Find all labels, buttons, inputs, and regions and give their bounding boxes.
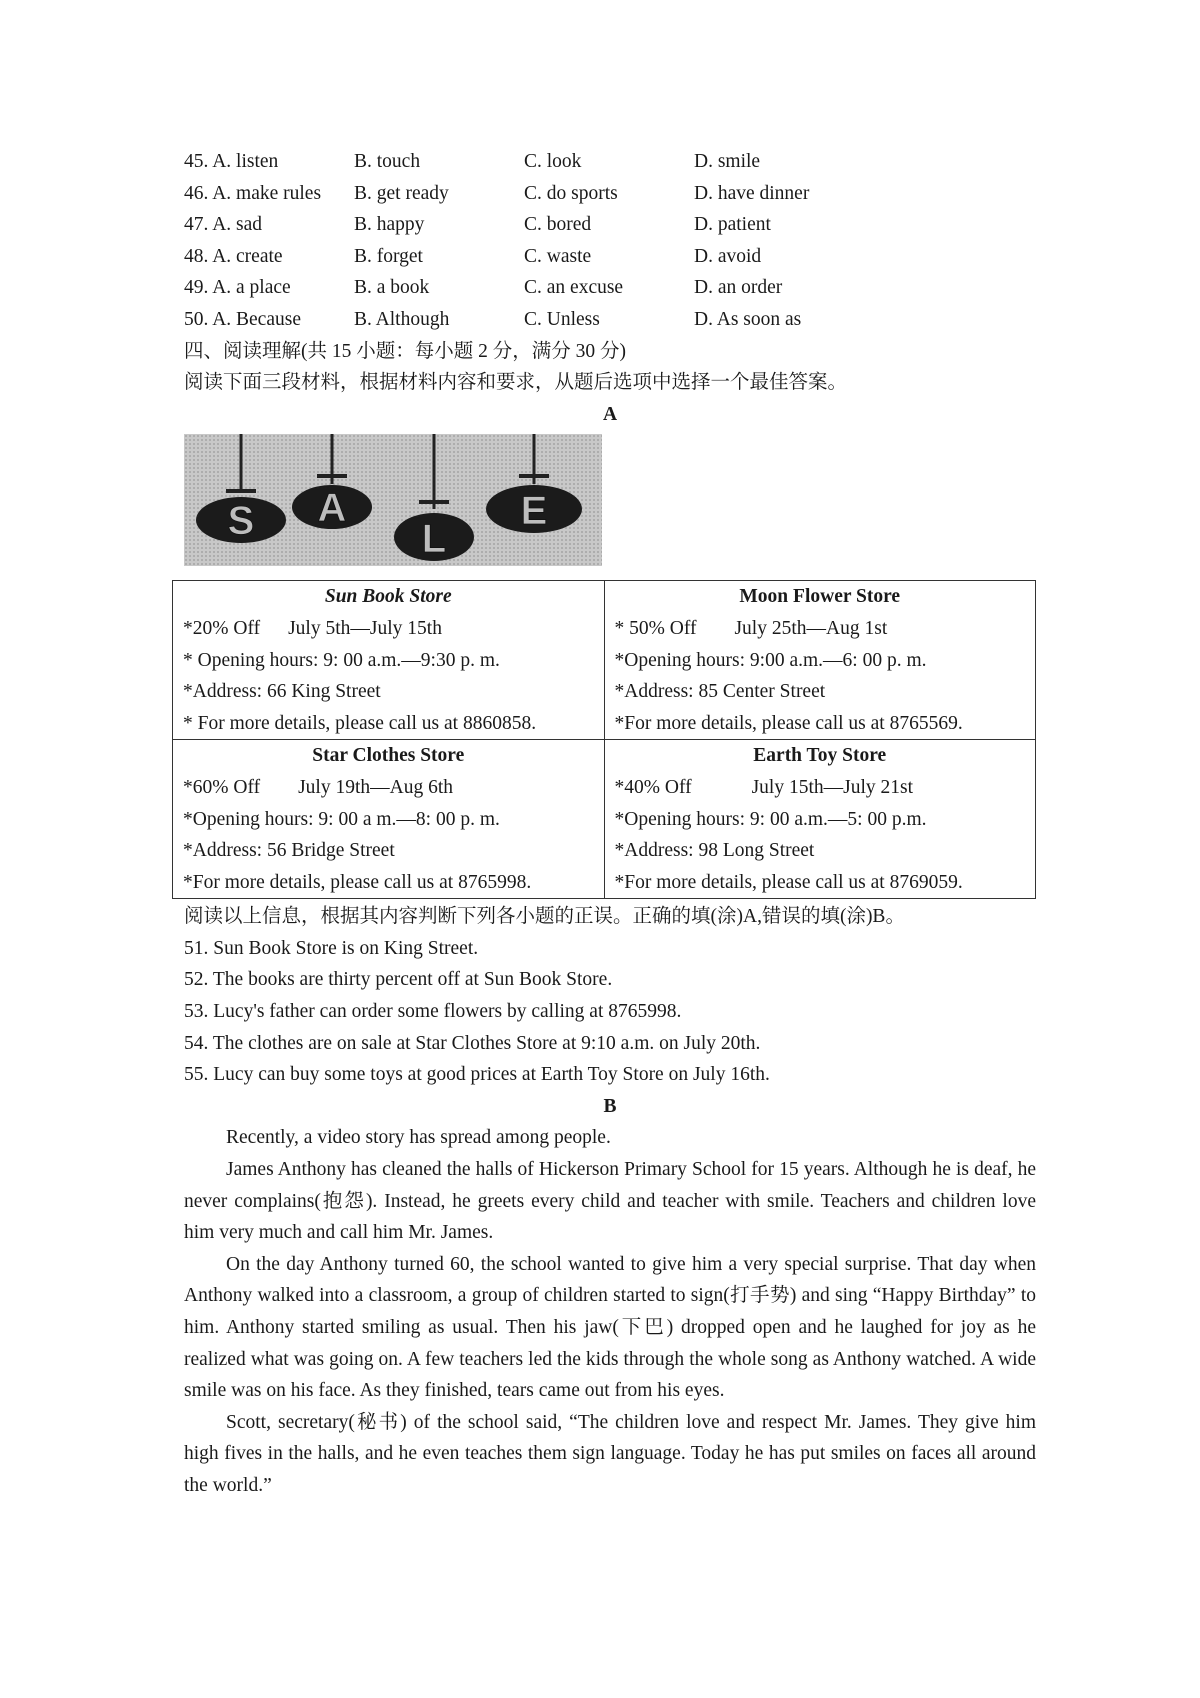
part-a-label: A	[602, 403, 618, 425]
option-row-48	[184, 241, 1036, 273]
option-c: C. waste	[524, 245, 592, 267]
option-row-49	[184, 272, 1036, 304]
store-details: *For more details, please call us at 8769059.	[614, 871, 963, 893]
store-name: Sun Book Store	[324, 586, 452, 608]
store-cell-earth-toy	[604, 740, 1036, 899]
option-d: D. avoid	[694, 245, 762, 267]
option-b: B. get ready	[354, 182, 449, 204]
question-number: 49.	[184, 277, 209, 299]
question-number: 45.	[184, 151, 209, 172]
option-a: A. create	[212, 245, 283, 267]
option-b: B. happy	[354, 214, 425, 236]
passage-paragraph: Scott, secretary(秘书) of the school said, “The children love and respect Mr. James. They give him high fives in the halls, and he even teaches them sign language. Today he has put smiles on faces all around the world.”	[184, 1411, 1036, 1496]
judge-instruction: 阅读以上信息，根据其内容判断下列各小题的正误。正确的填(涂)A,错误的填(涂)B。	[184, 906, 905, 928]
question-number: 46.	[184, 182, 209, 204]
question-number: 50.	[184, 308, 209, 330]
questions-list	[184, 933, 1036, 1091]
store-hours: *Opening hours: 9: 00 a m.—8: 00 p. m.	[183, 808, 500, 830]
option-b: B. a book	[354, 277, 430, 299]
store-name: Moon Flower Store	[739, 586, 901, 608]
option-c: C. bored	[524, 214, 592, 236]
store-hours: *Opening hours: 9:00 a.m.—6: 00 p. m.	[614, 649, 927, 671]
store-discount: *40% Off	[614, 776, 692, 798]
sale-letter: A	[317, 486, 347, 531]
stores-row	[173, 581, 1036, 740]
question-item: 54. The clothes are on sale at Star Clothes Store at 9:10 a.m. on July 20th.	[184, 1032, 761, 1054]
store-address: *Address: 56 Bridge Street	[183, 840, 395, 862]
sale-letter: S	[227, 499, 255, 544]
option-a: A. make rules	[212, 182, 322, 204]
option-c: C. Unless	[524, 308, 600, 330]
store-name: Earth Toy Store	[753, 745, 887, 767]
option-d: D. have dinner	[694, 182, 810, 204]
option-d: D. patient	[694, 214, 771, 236]
store-hours: * Opening hours: 9: 00 a.m.—9:30 p. m.	[183, 649, 500, 671]
store-discount: *20% Off	[183, 617, 261, 639]
store-hours: *Opening hours: 9: 00 a.m.—5: 00 p.m.	[614, 808, 927, 830]
section-heading: 四、阅读理解(共 15 小题：每小题 2 分，满分 30 分)	[184, 340, 626, 362]
store-cell-star-clothes	[173, 740, 605, 899]
option-b: B. touch	[354, 151, 421, 172]
sale-image	[184, 434, 602, 566]
question-item: 52. The books are thirty percent off at Sun Book Store.	[184, 969, 613, 991]
option-row-46	[184, 178, 1036, 210]
question-item: 51. Sun Book Store is on King Street.	[184, 937, 479, 959]
store-discount: *60% Off	[183, 776, 261, 798]
store-address: *Address: 85 Center Street	[614, 681, 826, 703]
passage-paragraph: On the day Anthony turned 60, the school wanted to give him a very special surprise. That day when Anthony walked into a classroom, a group of children started to sign(打手势) and sing “Happy Birthday” to him. Anthony started smiling as usual. Then his jaw(下巴) dropped open and he laughed for joy as he realized what was going on. A few teachers led the kids through the whole song as Anthony watched. A wide smile was on his face. As they finished, tears came out from his eyes.	[184, 1253, 1036, 1402]
store-address: *Address: 98 Long Street	[614, 840, 815, 862]
option-a: A. sad	[212, 214, 263, 236]
option-d: D. an order	[694, 277, 783, 299]
store-dates: July 25th—Aug 1st	[734, 617, 888, 639]
question-number: 48.	[184, 245, 209, 267]
stores-table	[172, 580, 1036, 899]
passage-b	[184, 1122, 1036, 1501]
option-d: D. smile	[694, 151, 761, 172]
question-number: 47.	[184, 214, 209, 236]
option-c: C. an excuse	[524, 277, 624, 299]
option-a: A. a place	[212, 277, 291, 299]
store-details: *For more details, please call us at 8765569.	[614, 712, 963, 734]
stores-row	[173, 740, 1036, 899]
store-details: *For more details, please call us at 8765998.	[183, 871, 532, 893]
option-c: C. do sports	[524, 182, 618, 204]
question-item: 53. Lucy's father can order some flowers by calling at 8765998.	[184, 1001, 682, 1023]
question-item: 55. Lucy can buy some toys at good prices at Earth Toy Store on July 16th.	[184, 1064, 770, 1086]
passage-paragraph: Recently, a video story has spread among people.	[226, 1127, 611, 1149]
option-a: A. Because	[212, 308, 301, 330]
options-list	[184, 146, 1036, 336]
passage-paragraph: James Anthony has cleaned the halls of Hickerson Primary School for 15 years. Although he is deaf, he never complains(抱怨). Instead, he greets every child and teacher with smile. Teachers and children love him very much and call him Mr. James.	[184, 1159, 1036, 1244]
option-row-45	[184, 146, 1036, 178]
store-dates: July 19th—Aug 6th	[298, 776, 454, 798]
store-dates: July 15th—July 21st	[751, 776, 914, 798]
option-b: B. forget	[354, 245, 423, 267]
store-cell-moon-flower	[604, 581, 1036, 740]
option-a: A. listen	[212, 151, 279, 172]
store-cell-sun-book	[173, 581, 605, 740]
store-address: *Address: 66 King Street	[183, 681, 381, 703]
section-instruction: 阅读下面三段材料，根据材料内容和要求，从题后选项中选择一个最佳答案。	[184, 372, 848, 394]
store-discount: * 50% Off	[614, 617, 697, 639]
option-row-47	[184, 209, 1036, 241]
store-name: Star Clothes Store	[312, 745, 465, 767]
store-details: * For more details, please call us at 8860858.	[183, 712, 537, 734]
option-row-50	[184, 304, 1036, 336]
sale-ornaments-illustration	[184, 434, 602, 566]
option-d: D. As soon as	[694, 308, 802, 330]
option-b: B. Although	[354, 308, 450, 330]
sale-letter: L	[421, 517, 447, 562]
store-dates: July 5th—July 15th	[288, 617, 442, 639]
option-c: C. look	[524, 151, 582, 172]
sale-letter: E	[520, 489, 548, 534]
part-b-label: B	[603, 1095, 617, 1117]
page-content	[184, 146, 1036, 1502]
